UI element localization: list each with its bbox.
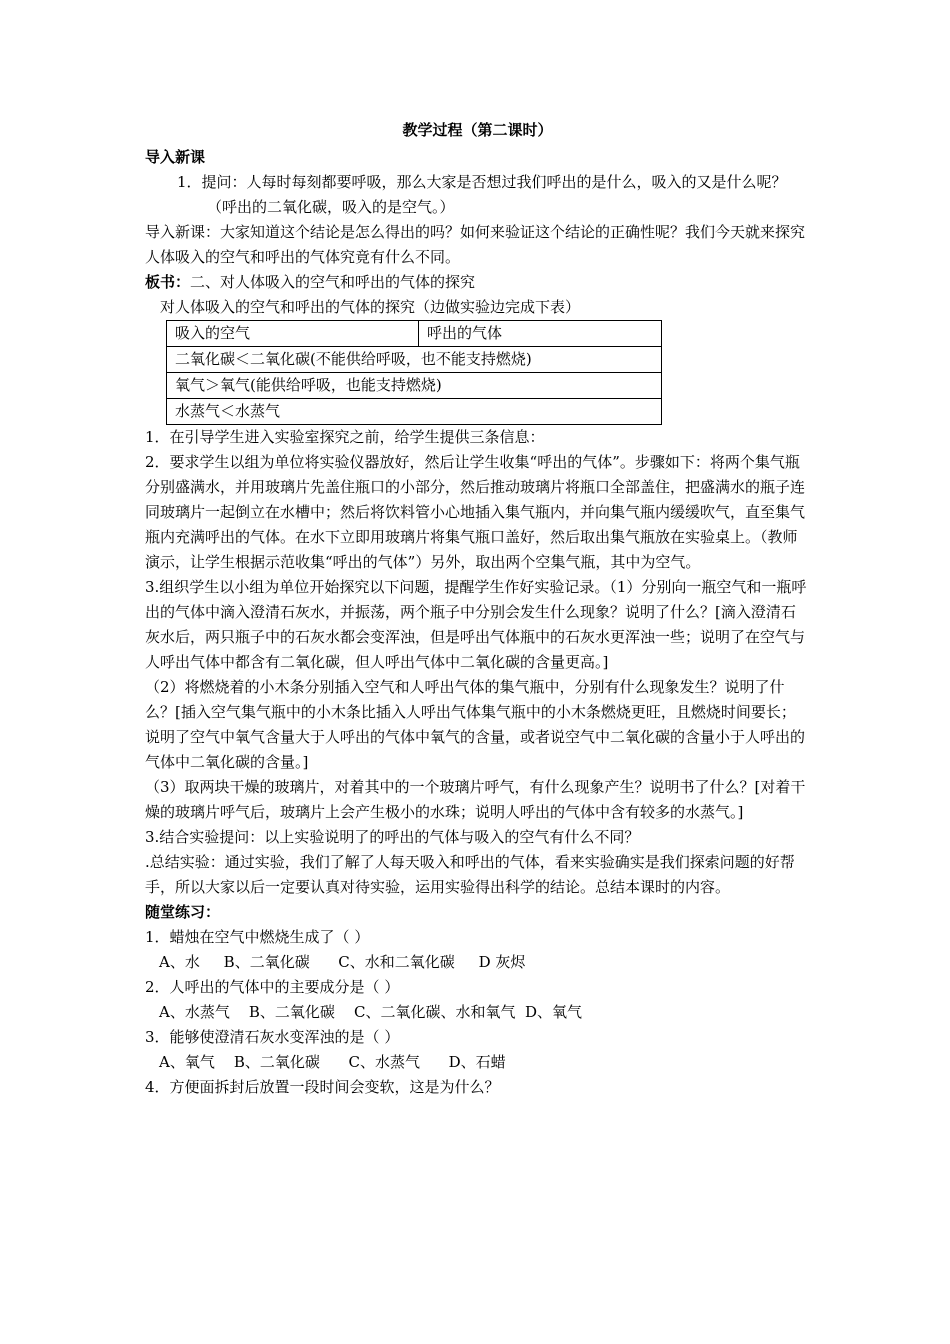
table-row	[167, 399, 662, 425]
table-header-cell: 吸入的空气	[167, 321, 419, 347]
table-row	[167, 373, 662, 399]
practice-options: A、氧气 B、二氧化碳 C、水蒸气 D、石蜡	[159, 1053, 506, 1071]
practice-question: 2．人呼出的气体中的主要成分是（ ）	[145, 978, 400, 996]
board-line	[145, 270, 810, 295]
step-3-part-2: （2）将燃烧着的小木条分别插入空气和人呼出气体的集气瓶中，分别有什么现象发生？说明了什么？[插入空气集气瓶中的小木条比插入人呼出气体集气瓶中的小木条燃烧更旺，且燃烧时间要长；说明了空气中氧气含量大于人呼出的气体中氧气的含量，或者说空气中二氧化碳的含量小于人呼出的气体中二氧化碳的含量。]	[145, 678, 806, 771]
practice-heading: 随堂练习：	[145, 903, 221, 921]
table-cell: 氧气＞氧气(能供给呼吸，也能支持燃烧)	[167, 373, 662, 399]
page-title: 教学过程（第二课时）	[402, 121, 553, 139]
intro-paragraph: 导入新课：大家知道这个结论是怎么得出的吗？如何来验证这个结论的正确性呢？我们今天就来探究人体吸入的空气和呼出的气体究竟有什么不同。	[145, 223, 806, 266]
table-header-row	[167, 321, 662, 347]
practice-question: 4．方便面拆封后放置一段时间会变软，这是为什么？	[145, 1078, 500, 1096]
board-label: 板书：	[145, 273, 191, 291]
table-cell: 水蒸气＜水蒸气	[167, 399, 662, 425]
table-row	[167, 347, 662, 373]
practice-question: 1．蜡烛在空气中燃烧生成了（ ）	[145, 928, 370, 946]
table-caption: 对人体吸入的空气和呼出的气体的探究（边做实验边完成下表）	[160, 298, 581, 316]
item-text: 提问：人每时每刻都要呼吸，那么大家是否想过我们呼出的是什么，吸入的又是什么呢？（呼出的二氧化碳，吸入的是空气。）	[201, 173, 787, 216]
document-page	[145, 118, 810, 1100]
step-2: 2．要求学生以组为单位将实验仪器放好，然后让学生收集“呼出的气体”。步骤如下：将两个集气瓶分别盛满水，并用玻璃片先盖住瓶口的小部分，然后推动玻璃片将瓶口全部盖住，把盛满水的瓶子连同玻璃片一起倒立在水槽中；然后将饮料管小心地插入集气瓶内，并向集气瓶内缓缓吹气，直至集气瓶内充满呼出的气体。在水下立即用玻璃片将集气瓶口盖好，然后取出集气瓶放在实验桌上。（教师演示，让学生根据示范收集“呼出的气体”）另外，取出两个空集气瓶，其中为空气。	[145, 453, 806, 571]
practice-options: A、水蒸气 B、二氧化碳 C、二氧化碳、水和氧气 D、氧气	[159, 1003, 583, 1021]
table-cell: 二氧化碳＜二氧化碳(不能供给呼吸，也不能支持燃烧)	[167, 347, 662, 373]
intro-heading: 导入新课	[145, 148, 206, 166]
table-header-cell: 呼出的气体	[419, 321, 662, 347]
practice-question: 3．能够使澄清石灰水变浑浊的是（ ）	[145, 1028, 400, 1046]
step-1: 1．在引导学生进入实验室探究之前，给学生提供三条信息：	[145, 428, 545, 446]
summary-paragraph: .总结实验：通过实验，我们了解了人每天吸入和呼出的气体，看来实验确实是我们探索问题的好帮手，所以大家以后一定要认真对待实验，运用实验得出科学的结论。总结本课时的内容。	[145, 853, 795, 896]
item-number: 1．	[177, 173, 202, 191]
step-3: 3.组织学生以小组为单位开始探究以下问题，提醒学生作好实验记录。（1）分别向一瓶空气和一瓶呼出的气体中滴入澄清石灰水，并振荡，两个瓶子中分别会发生什么现象？说明了什么？[滴入澄清石灰水后，两只瓶子中的石灰水都会变浑浊，但是呼出气体瓶中的石灰水更浑浊一些；说明了在空气与人呼出气体中都含有二氧化碳，但人呼出气体中二氧化碳的含量更高。]	[145, 578, 807, 671]
step-3-part-3: （3）取两块干燥的玻璃片，对着其中的一个玻璃片呼气，有什么现象产生？说明书了什么？[对着干燥的玻璃片呼气后，玻璃片上会产生极小的水珠；说明人呼出的气体中含有较多的水蒸气。]	[145, 778, 806, 821]
question-item-1	[145, 170, 810, 220]
practice-options: A、水 B、二氧化碳 C、水和二氧化碳 D 灰烬	[159, 953, 526, 971]
step-4: 3.结合实验提问：以上实验说明了的呼出的气体与吸入的空气有什么不同？	[145, 828, 640, 846]
experiment-table	[166, 320, 662, 425]
board-text: 二、对人体吸入的空气和呼出的气体的探究	[190, 273, 476, 291]
